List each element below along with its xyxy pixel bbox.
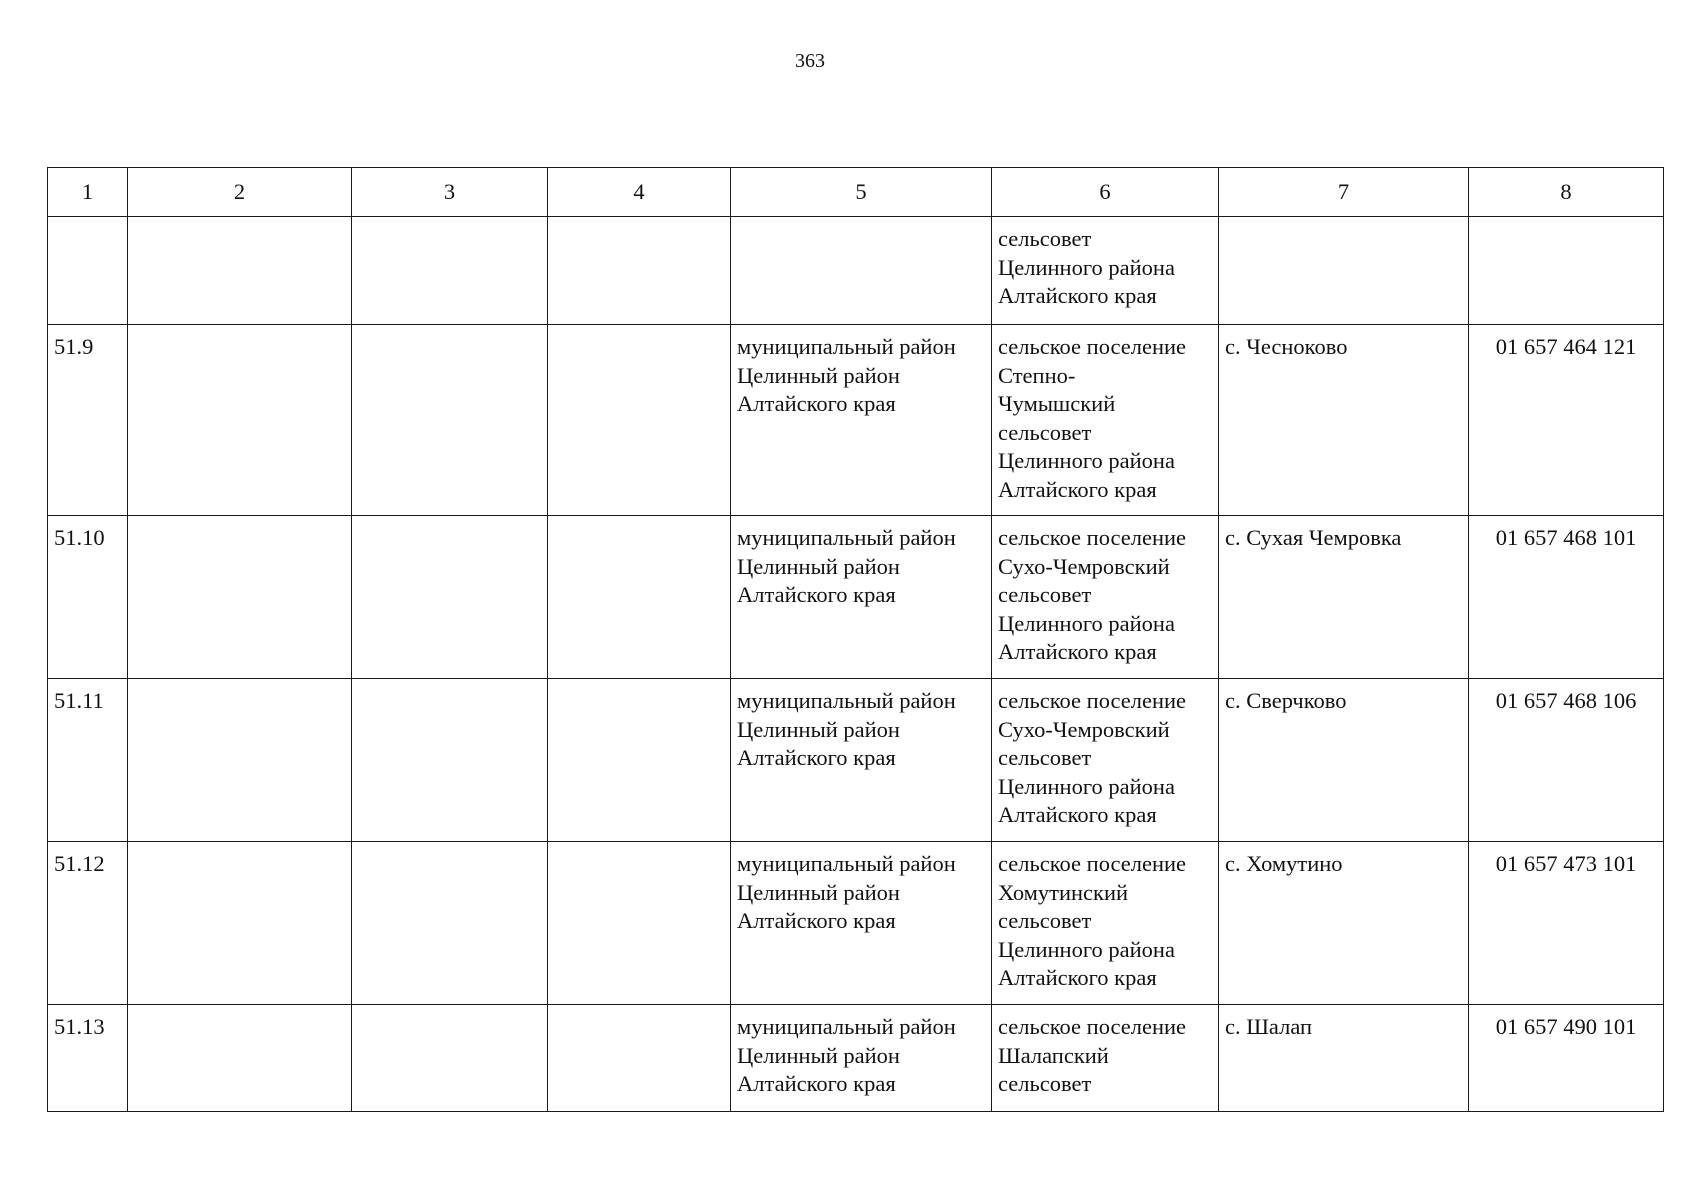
column-header: 7 <box>1219 168 1469 217</box>
col3-cell <box>352 325 548 516</box>
row-number-cell-text: 51.9 <box>54 334 94 359</box>
table-body <box>48 217 1664 1112</box>
table-row <box>48 217 1664 325</box>
settlement-cell-line: сельсовет <box>998 582 1092 607</box>
table-row <box>48 679 1664 842</box>
column-header: 4 <box>548 168 731 217</box>
settlement-cell-line: сельсовет <box>998 908 1092 933</box>
settlement-cell <box>992 842 1219 1005</box>
district-cell-line: Алтайского края <box>737 1071 896 1096</box>
settlement-cell-line: сельское поселение <box>998 525 1187 550</box>
table-row <box>48 842 1664 1005</box>
col4-cell <box>548 842 731 1005</box>
row-number-cell-text: 51.11 <box>54 688 104 713</box>
settlement-cell-line: Степно- <box>998 362 1076 388</box>
column-header: 5 <box>731 168 992 217</box>
settlement-cell-line: сельское поселение <box>998 1014 1187 1039</box>
district-cell-line: Алтайского края <box>737 908 896 933</box>
settlement-cell-line: сельское поселение <box>998 688 1187 713</box>
district-cell-line: Целинный район <box>737 553 900 579</box>
row-number-cell <box>48 1005 128 1112</box>
settlement-cell-line: Алтайского края <box>998 965 1157 990</box>
col3-cell <box>352 1005 548 1112</box>
district-cell-line: Целинный район <box>737 879 900 905</box>
settlement-cell-line: Чумышский <box>998 391 1116 416</box>
locality-cell <box>1219 1005 1469 1112</box>
code-cell-text: 01 657 490 101 <box>1495 1014 1637 1039</box>
settlement-cell <box>992 325 1219 516</box>
locality-cell <box>1219 679 1469 842</box>
col2-cell <box>128 516 352 679</box>
locality-cell <box>1219 516 1469 679</box>
col4-cell <box>548 325 731 516</box>
row-number-cell-text: 51.13 <box>54 1014 105 1039</box>
settlement-cell-line: сельсовет <box>998 419 1092 445</box>
code-cell-text: 01 657 468 101 <box>1495 525 1637 550</box>
locality-cell-text: с. Чесноково <box>1225 334 1348 359</box>
col4-cell <box>548 1005 731 1112</box>
settlement-cell-line: Целинного района <box>998 773 1175 799</box>
settlement-cell-line: сельское поселение <box>998 851 1187 876</box>
table-row <box>48 325 1664 516</box>
locality-cell-text: с. Шалап <box>1225 1014 1313 1039</box>
district-cell-line: Целинный район <box>737 1042 900 1068</box>
table-row <box>48 1005 1664 1112</box>
settlement-cell-line: Целинного района <box>998 610 1175 636</box>
district-cell-line: Целинный район <box>737 362 900 388</box>
locality-cell-text: с. Хомутино <box>1225 851 1343 876</box>
settlement-cell-line: Целинного района <box>998 936 1175 962</box>
locality-cell <box>1219 325 1469 516</box>
district-cell-line: муниципальный район <box>737 525 956 550</box>
settlement-cell <box>992 516 1219 679</box>
settlement-cell-line: сельское поселение <box>998 334 1187 359</box>
col2-cell <box>128 842 352 1005</box>
col4-cell <box>548 679 731 842</box>
column-header: 2 <box>128 168 352 217</box>
settlement-cell-line: Сухо-Чемровский <box>998 553 1170 579</box>
col3-cell <box>352 217 548 325</box>
code-cell-text: 01 657 468 106 <box>1495 688 1637 713</box>
code-cell <box>1469 217 1664 325</box>
data-table <box>47 167 1664 1112</box>
settlement-cell-line: Хомутинский <box>998 879 1129 905</box>
row-number-cell-text: 51.12 <box>54 851 105 876</box>
column-header: 6 <box>992 168 1219 217</box>
district-cell <box>731 842 992 1005</box>
code-cell <box>1469 679 1664 842</box>
code-cell <box>1469 516 1664 679</box>
row-number-cell <box>48 516 128 679</box>
settlement-cell-line: сельсовет <box>998 1071 1092 1096</box>
settlement-cell <box>992 217 1219 325</box>
table-row <box>48 516 1664 679</box>
row-number-cell <box>48 679 128 842</box>
settlement-cell-line: Алтайского края <box>998 476 1157 502</box>
settlement-cell-line: Целинного района <box>998 254 1175 280</box>
settlement-cell <box>992 679 1219 842</box>
row-number-cell-text: 51.10 <box>54 525 105 550</box>
settlement-cell-line: Алтайского края <box>998 283 1157 308</box>
row-number-cell <box>48 217 128 325</box>
table-header-row <box>48 168 1664 217</box>
district-cell <box>731 679 992 842</box>
col3-cell <box>352 842 548 1005</box>
col2-cell <box>128 1005 352 1112</box>
district-cell <box>731 325 992 516</box>
settlement-cell-line: сельсовет <box>998 226 1092 251</box>
district-cell-line: Целинный район <box>737 716 900 742</box>
district-cell-line: муниципальный район <box>737 851 956 876</box>
col3-cell <box>352 516 548 679</box>
district-cell <box>731 217 992 325</box>
col3-cell <box>352 679 548 842</box>
locality-cell-text: с. Сверчково <box>1225 688 1347 713</box>
settlement-cell <box>992 1005 1219 1112</box>
locality-cell <box>1219 217 1469 325</box>
district-cell-line: муниципальный район <box>737 1014 956 1039</box>
settlement-cell-line: сельсовет <box>998 745 1092 770</box>
code-cell <box>1469 842 1664 1005</box>
district-cell <box>731 516 992 679</box>
settlement-cell-line: Шалапский <box>998 1042 1109 1068</box>
code-cell-text: 01 657 473 101 <box>1495 851 1637 876</box>
settlement-cell-line: Сухо-Чемровский <box>998 716 1170 742</box>
col2-cell <box>128 679 352 842</box>
district-cell-line: Алтайского края <box>737 582 896 607</box>
settlement-cell-line: Целинного района <box>998 448 1175 473</box>
settlement-cell-line: Алтайского края <box>998 802 1157 827</box>
locality-cell-text: с. Сухая Чемровка <box>1225 525 1402 550</box>
settlement-cell-line: Алтайского края <box>998 639 1157 664</box>
col2-cell <box>128 325 352 516</box>
district-cell-line: муниципальный район <box>737 688 956 713</box>
row-number-cell <box>48 842 128 1005</box>
locality-cell <box>1219 842 1469 1005</box>
col4-cell <box>548 516 731 679</box>
column-header: 1 <box>48 168 128 217</box>
code-cell <box>1469 1005 1664 1112</box>
code-cell-text: 01 657 464 121 <box>1495 334 1637 359</box>
col4-cell <box>548 217 731 325</box>
row-number-cell <box>48 325 128 516</box>
district-cell <box>731 1005 992 1112</box>
column-header: 8 <box>1469 168 1664 217</box>
col2-cell <box>128 217 352 325</box>
page-number: 363 <box>795 50 825 72</box>
district-cell-line: Алтайского края <box>737 391 896 416</box>
district-cell-line: Алтайского края <box>737 745 896 770</box>
column-header: 3 <box>352 168 548 217</box>
district-cell-line: муниципальный район <box>737 334 956 359</box>
code-cell <box>1469 325 1664 516</box>
